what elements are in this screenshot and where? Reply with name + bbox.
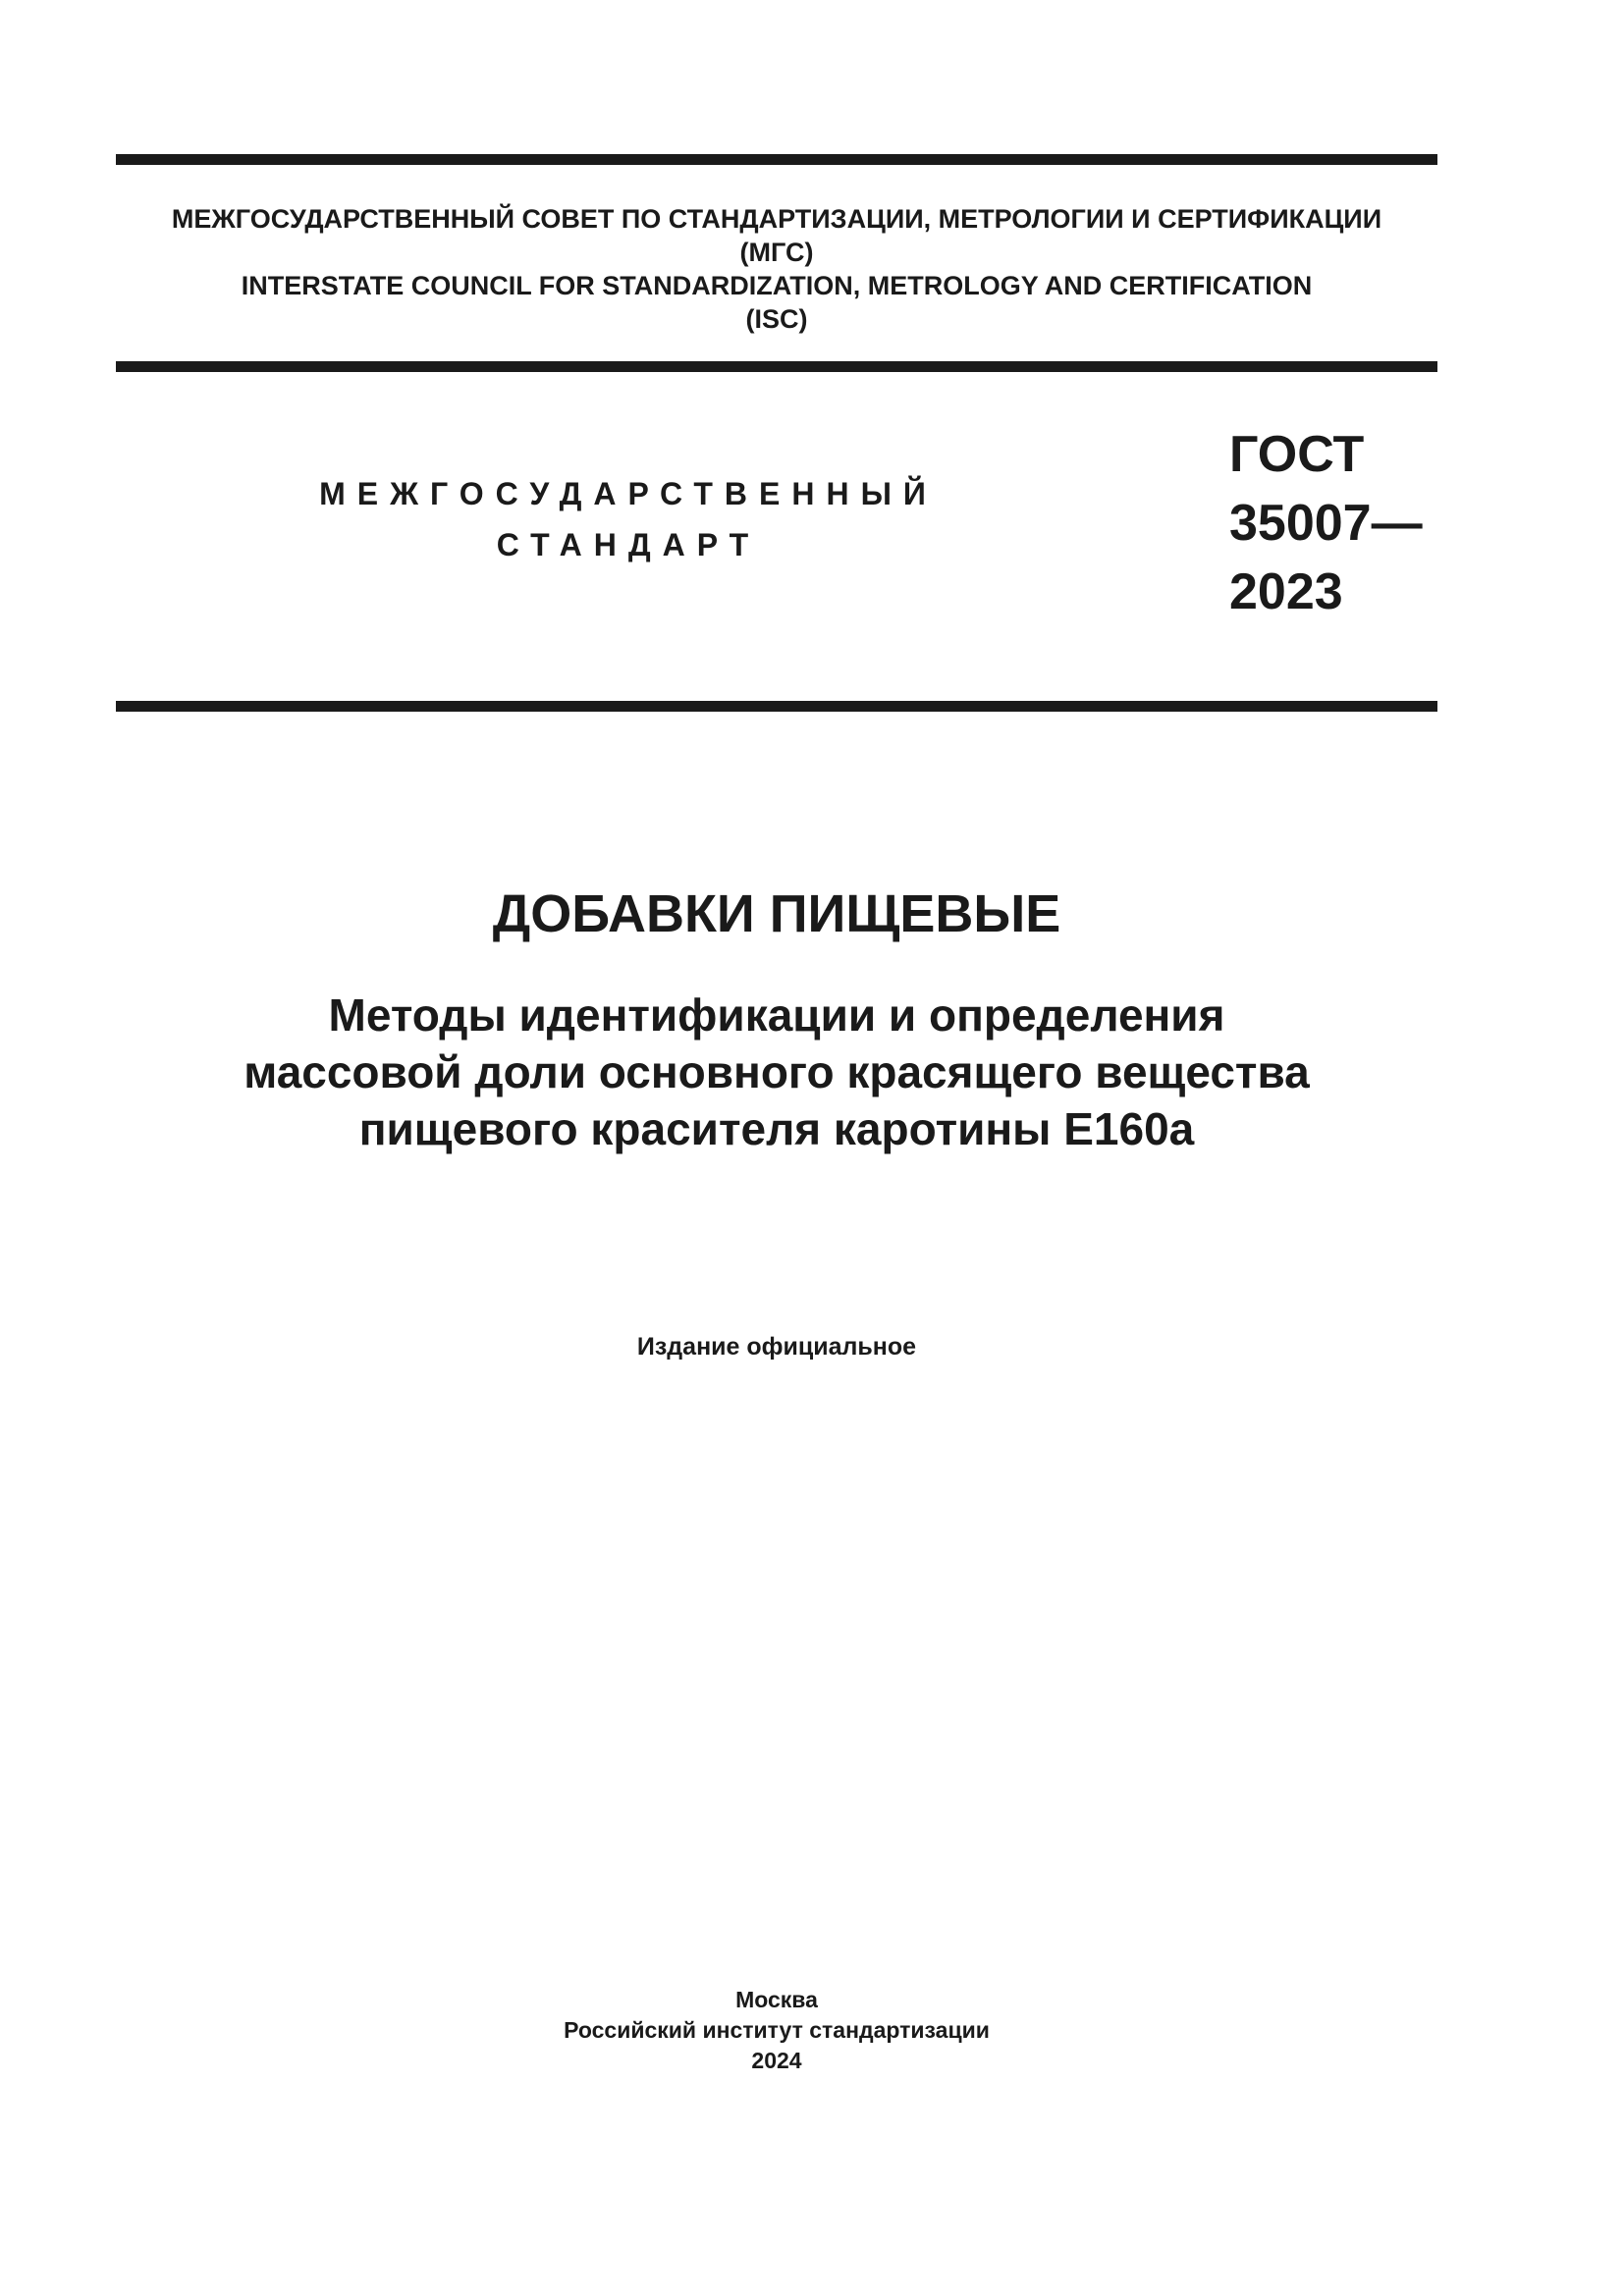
council-name-en: INTERSTATE COUNCIL FOR STANDARDIZATION, METROLOGY AND CERTIFICATION [241,271,1313,300]
edition-note: Издание официальное [636,1333,917,1361]
council-abbr-en: (ISC) [745,304,808,334]
top-rule [116,154,1437,165]
designation-year: 2023 [1229,563,1343,620]
subtitle-line-3: пищевого красителя каротины Е160а [358,1103,1195,1154]
imprint-year: 2024 [751,2048,802,2073]
council-header [116,202,1437,336]
standard-type-line-2: СТАНДАРТ [496,527,761,562]
designation-prefix: ГОСТ [1229,426,1365,483]
council-abbr-ru: (МГС) [739,238,814,267]
imprint-city: Москва [735,1987,818,2012]
standard-designation [1229,420,1423,626]
document-title: ДОБАВКИ ПИЩЕВЫЕ [492,884,1061,943]
designation-divider-rule [116,701,1437,712]
imprint-publisher: Российский институт стандартизации [564,2017,990,2043]
header-divider-rule [116,361,1437,372]
designation-number: 35007— [1229,495,1423,552]
document-subtitle [116,987,1437,1157]
standard-type-line-1: МЕЖГОСУДАРСТВЕННЫЙ [319,476,938,511]
subtitle-line-2: массовой доли основного красящего вещества [244,1046,1310,1097]
council-name-ru: МЕЖГОСУДАРСТВЕННЫЙ СОВЕТ ПО СТАНДАРТИЗАЦИИ, МЕТРОЛОГИИ И СЕРТИФИКАЦИИ [171,204,1382,234]
subtitle-line-1: Методы идентификации и определения [328,989,1225,1041]
imprint [116,1985,1437,2076]
